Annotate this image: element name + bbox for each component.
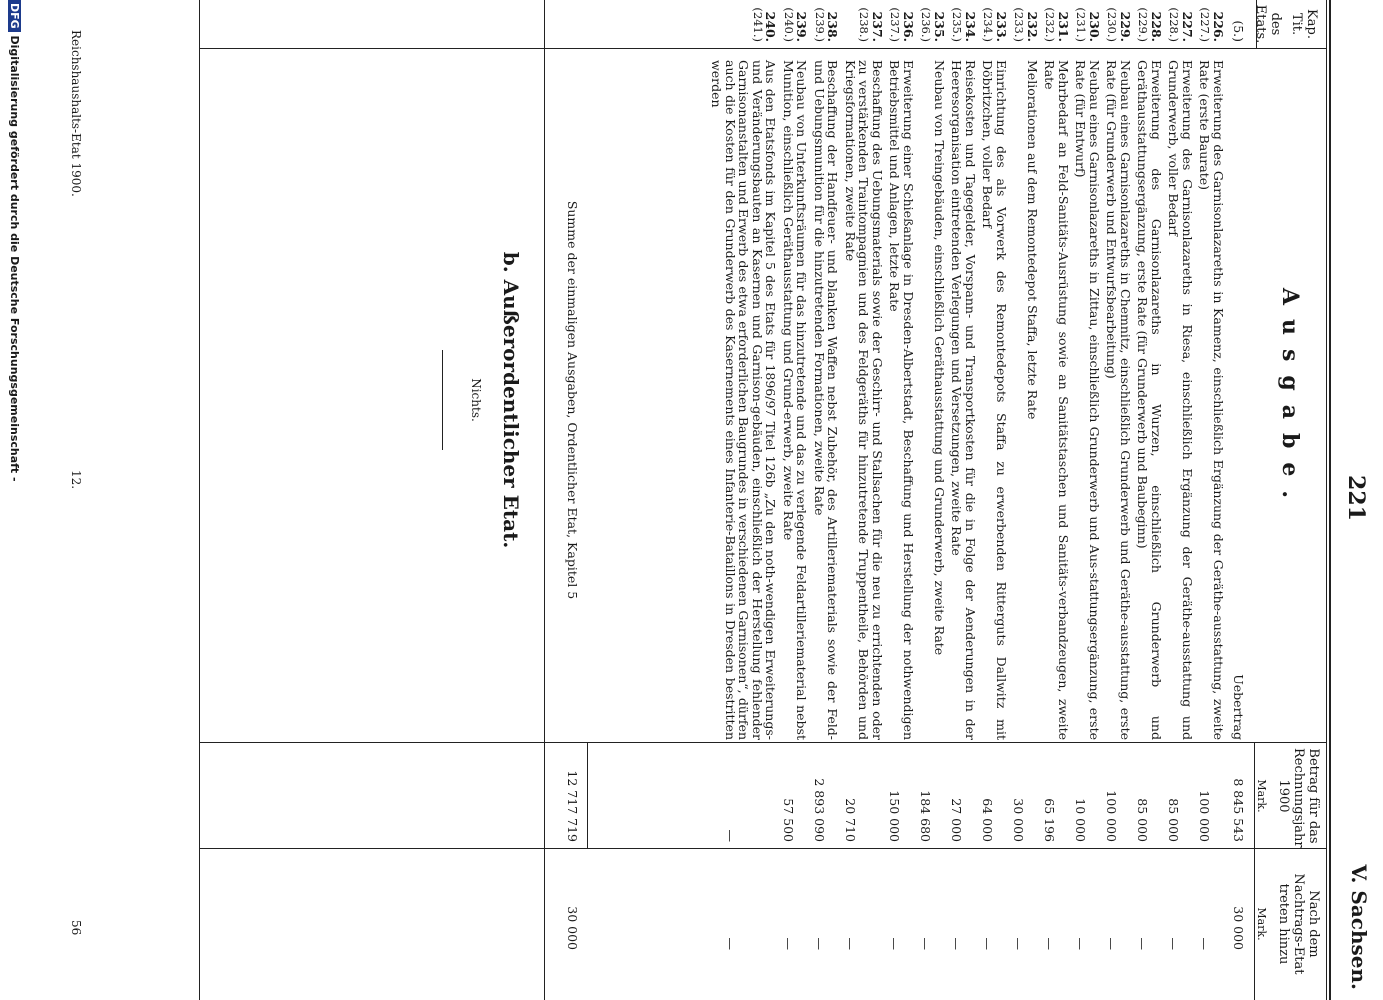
- row-nachtrag: —: [812, 937, 827, 950]
- row-text: Meliorationen auf dem Remontedepot Staffa, letzte Rate: [1025, 60, 1040, 420]
- row-tit: (241.): [751, 7, 765, 42]
- row-nachtrag: —: [918, 937, 934, 950]
- des-etats-header: des Etats.: [1253, 4, 1283, 44]
- dfg-logo: DFG: [8, 0, 21, 32]
- row-tit: (237.): [888, 7, 903, 42]
- row-amount: 27 000: [949, 798, 965, 842]
- section-b-end-rule: [442, 350, 443, 450]
- row-tit: (235.): [950, 7, 965, 42]
- row-text: Erweiterung des Garnisonlazareths in Wurzen, einschließlich Grunderwerb und Geräthausstattungsergänzung, erste Rate (für Grunderwerb und Baubeginn): [1135, 60, 1164, 740]
- footer-left: Reichshaushalts-Etat 1900.: [69, 30, 83, 197]
- betrag-unit: Mark.: [1255, 779, 1268, 813]
- kap-header: Kap. Tit.: [1289, 9, 1319, 39]
- row-nachtrag: —: [1042, 937, 1058, 950]
- row-tit: (238.): [857, 7, 872, 42]
- uebertrag-label: Uebertrag: [1231, 674, 1246, 740]
- summe-rule: [587, 742, 588, 848]
- row-kap: 231.: [1056, 11, 1071, 42]
- footer-center: 12.: [69, 470, 83, 490]
- uebertrag-kap: (5.): [1231, 20, 1246, 42]
- row-amount: 100 000: [1197, 790, 1213, 842]
- section-title: V. Sachsen.: [1347, 864, 1371, 990]
- nachtrag-unit: Mark.: [1255, 907, 1268, 941]
- row-nachtrag: —: [1104, 937, 1120, 950]
- row-nachtrag: —: [1073, 937, 1089, 950]
- row-tit: (236.): [919, 7, 934, 42]
- row-text: Mehrbedarf an Feld-Sanitäts-Ausrüstung sowie an Sanitätstaschen und Sanitäts-verbandzeugen, zweite Rate: [1042, 60, 1071, 740]
- row-tit: (229.): [1136, 7, 1151, 42]
- row-text: Neubau eines Garnisonlazareths in Zittau, einschließlich Grunderwerb und Aus-stattungsergänzung, erste Rate (für Entwurf): [1073, 60, 1102, 740]
- row-kap: 228.: [1149, 11, 1164, 42]
- summe-label: Summe der einmaligen Ausgaben, Ordentlicher Etat, Kapitel 5: [565, 200, 580, 600]
- row-amount: 85 000: [1135, 798, 1151, 842]
- amount-column-rule: [200, 742, 1327, 743]
- row-kap: 227.: [1180, 11, 1195, 42]
- row-tit: (230.): [1105, 7, 1120, 42]
- section-b-nichts: Nichts.: [469, 378, 483, 422]
- row-tit: (232.): [1043, 7, 1058, 42]
- row-amount: 65 196: [1042, 798, 1058, 842]
- row-amount: 20 710: [843, 798, 858, 842]
- row-amount: 184 680: [918, 790, 934, 842]
- row-text: Einrichtung des als Vorwerk des Remontedepots Staffa zu erwerbenden Ritterguts Dallwitz mit Döbritzchen, voller Bedarf: [980, 60, 1009, 740]
- row-nachtrag: —: [1197, 937, 1213, 950]
- bottom-rule: [199, 0, 200, 1000]
- row-kap: 235.: [932, 11, 947, 42]
- top-rule-thin: [1326, 0, 1327, 1000]
- row-amount: 85 000: [1166, 798, 1182, 842]
- row-nachtrag: —: [1135, 937, 1151, 950]
- row-tit: (233.): [1012, 7, 1027, 42]
- row-text: Aus den Etatsfonds im Kapitel 5 des Etats für 1896/97 Titel 126b „Zu den noth-wendigen Erweiterungs- und Veränderungsbauten an Kasernen und Garnison-gebäuden, einschließlich der Herstellung fehlender Garnisonanstalten und Erwerb des etwa erforderlichen Baugrundes in verschiedenen Garnisonen“, dürfen auch die Kosten für den Grunderwerb des Kasernements eines Infanterie-Bataillons in Dresden bestritten werden: [709, 60, 779, 740]
- nachtrag-column-rule: [200, 848, 1327, 849]
- row-nachtrag: —: [781, 937, 796, 950]
- row-nachtrag: —: [723, 937, 738, 950]
- summe-amount: 12 717 719: [565, 770, 580, 842]
- top-rule: [1329, 0, 1331, 1000]
- row-kap: 236.: [901, 11, 916, 42]
- digitization-credit: [8, 0, 21, 1000]
- row-tit: (239.): [813, 7, 827, 42]
- row-text: Neubau von Unterkunftsräumen für das hinzutretende und das zu verlegende Feldartilleriematerial nebst Munition, einschließlich Geräthausstattung und Grund-erwerb, zweite Rate: [781, 60, 810, 740]
- row-kap: 232.: [1025, 11, 1040, 42]
- nachtrag-header: Nach dem Nachtrags-Etat treten hinzu: [1276, 873, 1321, 975]
- betrag-header: Betrag für das Rechnungsjahr 1900: [1276, 748, 1321, 848]
- row-amount: 2 893 090: [812, 778, 827, 842]
- row-text: Erweiterung des Garnisonlazareths in Kamenz, einschließlich Ergänzung der Geräthe-ausstattung, zweite Rate (erste Baurate): [1197, 60, 1226, 740]
- footer-right: 56: [69, 920, 83, 936]
- row-amount: 30 000: [1011, 798, 1027, 842]
- row-kap: 240.: [763, 11, 779, 42]
- row-kap: 226.: [1211, 11, 1226, 42]
- row-amount: 10 000: [1073, 798, 1089, 842]
- ausgabe-header: Ausgabe.: [1277, 287, 1303, 513]
- row-amount: 100 000: [1104, 790, 1120, 842]
- row-text: Neubau eines Garnisonlazareths in Chemnitz, einschließlich Grunderwerb und Geräthe-ausstattung, erste Rate (für Grunderwerb und Entwurfsbearbeitung): [1104, 60, 1133, 740]
- row-nachtrag: —: [1166, 937, 1182, 950]
- row-kap: 239.: [794, 11, 810, 42]
- section-b-heading: b. Außerordentlicher Etat.: [499, 251, 523, 549]
- kap-column-rule: [200, 48, 1327, 49]
- section-b-rule: [544, 0, 545, 1000]
- row-kap: 238.: [825, 11, 841, 42]
- row-amount: 64 000: [980, 798, 996, 842]
- row-kap: 229.: [1118, 11, 1133, 42]
- row-nachtrag: —: [1011, 937, 1027, 950]
- row-kap: 237.: [870, 11, 885, 42]
- row-text: Neubau von Treingebäuden, einschließlich Geräthausstattung und Grunderwerb, zweite Rate: [932, 60, 947, 656]
- summe-nachtrag: 30 000: [565, 906, 580, 950]
- row-kap: 230.: [1087, 11, 1102, 42]
- row-kap: 233.: [994, 11, 1009, 42]
- row-text: Erweiterung einer Schießanlage in Dresden-Albertstadt, Beschaffung und Herstellung der nothwendigen Betriebsmittel und Anlagen, letzte Rate: [887, 60, 916, 740]
- row-tit: (228.): [1167, 7, 1182, 42]
- row-nachtrag: —: [949, 937, 965, 950]
- row-tit: (231.): [1074, 7, 1089, 42]
- row-nachtrag: —: [887, 937, 903, 950]
- row-amount: 150 000: [887, 790, 903, 842]
- row-kap: 234.: [963, 11, 978, 42]
- page-number: 221: [1343, 475, 1369, 521]
- row-text: Erweiterung des Garnisonlazareths in Riesa, einschließlich Ergänzung der Geräthe-ausstattung und Grunderwerb, voller Bedarf: [1166, 60, 1195, 740]
- row-text: Reisekosten und Tagegelder, Vorspann- und Transportkosten für die in Folge der Aenderungen in der Heeresorganisation eintretenden Verlegungen und Versetzungen, zweite Rate: [949, 60, 978, 740]
- row-tit: (234.): [981, 7, 996, 42]
- row-amount: 57 500: [781, 798, 796, 842]
- uebertrag-amount: 8 845 543: [1231, 778, 1246, 842]
- row-tit: (240.): [782, 7, 796, 42]
- uebertrag-nachtrag: 30 000: [1231, 906, 1246, 950]
- row-nachtrag: —: [980, 937, 996, 950]
- row-amount: —: [723, 829, 738, 842]
- row-tit: (227.): [1198, 7, 1213, 42]
- digitization-text: Digitalisierung gefördert durch die Deutsche Forschungsgemeinschaft -: [8, 35, 21, 482]
- row-text: Beschaffung des Uebungsmaterials sowie der Geschirr- und Stallsachen für die neu zu errichtenden oder zu verstärkenden Traintompagnien und des Feldgeräths für hinzutretende Truppentheile, Behörden und Kriegsformationen, zweite Rate: [843, 60, 885, 740]
- row-nachtrag: —: [843, 937, 858, 950]
- row-text: Beschaffung der Handfeuer- und blanken Waffen nebst Zubehör, des Artilleriematerials sowie der Feld- und Uebungsmunition für die hinzutretenden Formationen, zweite Rate: [812, 60, 841, 740]
